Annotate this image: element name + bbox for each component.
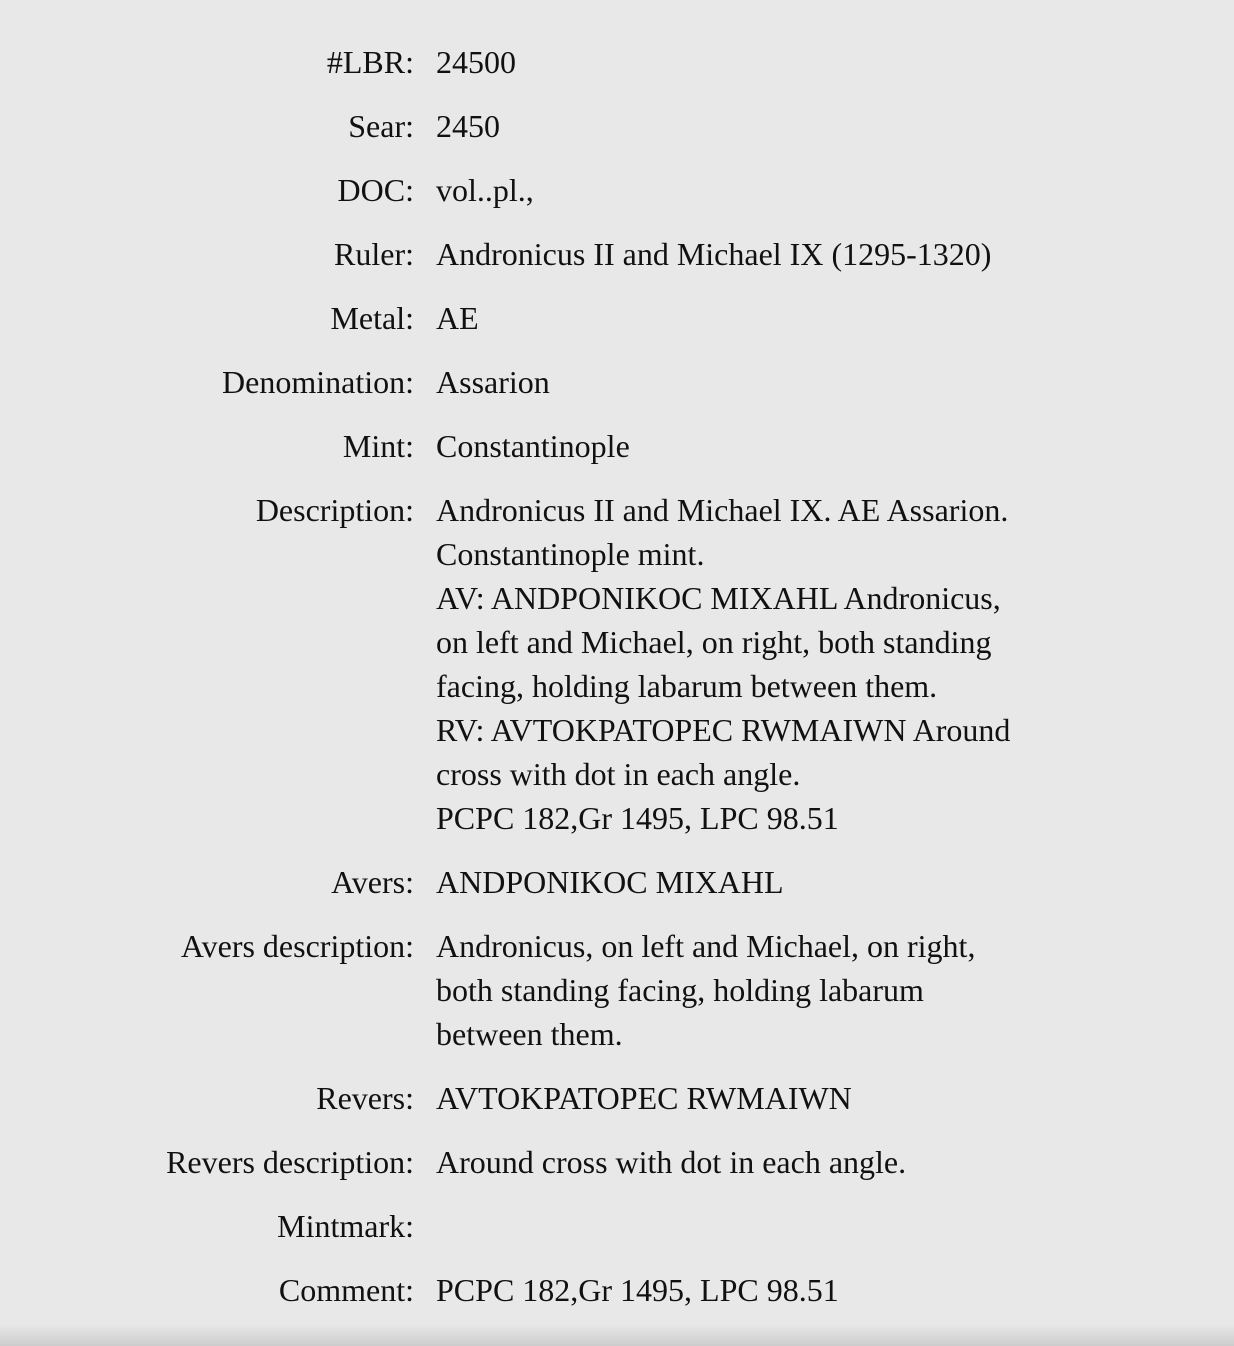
field-label-metal: Metal: — [330, 300, 414, 336]
field-row-description — [0, 488, 1234, 840]
field-value-revers — [436, 1076, 1116, 1120]
value-line: Andronicus II and Michael IX. AE Assarion. — [436, 492, 1009, 528]
value-line: Andronicus II and Michael IX (1295-1320) — [436, 236, 992, 272]
coin-record-table — [0, 40, 1234, 1332]
field-label-ruler: Ruler: — [334, 236, 414, 272]
field-value-sear — [436, 104, 1116, 148]
field-value-avers-description — [436, 924, 1116, 1056]
field-row-mint — [0, 424, 1234, 468]
bottom-edge-shadow — [0, 1324, 1234, 1346]
field-row-avers-description — [0, 924, 1234, 1056]
value-line: on left and Michael, on right, both standing — [436, 624, 992, 660]
field-label-doc: DOC: — [337, 172, 414, 208]
field-row-avers — [0, 860, 1234, 904]
value-line: ANDPONIKOC MIXAHL — [436, 864, 784, 900]
field-row-ruler — [0, 232, 1234, 276]
value-line: between them. — [436, 1016, 623, 1052]
field-row-revers-description — [0, 1140, 1234, 1184]
field-label-sear: Sear: — [348, 108, 414, 144]
field-label-mint: Mint: — [342, 428, 414, 464]
value-line: Assarion — [436, 364, 550, 400]
field-row-comment — [0, 1268, 1234, 1312]
value-line: Around cross with dot in each angle. — [436, 1144, 907, 1180]
value-line: RV: AVTOKPATOPEC RWMAIWN Around — [436, 712, 1011, 748]
field-value-doc — [436, 168, 1116, 212]
field-label-comment: Comment: — [278, 1272, 414, 1308]
field-value-revers-description — [436, 1140, 1116, 1184]
field-row-revers — [0, 1076, 1234, 1120]
field-row-sear — [0, 104, 1234, 148]
value-line: Constantinople — [436, 428, 630, 464]
value-line: AE — [436, 300, 479, 336]
field-row-doc — [0, 168, 1234, 212]
field-row-lbr — [0, 40, 1234, 84]
value-line — [436, 1204, 1116, 1248]
field-label-revers: Revers: — [316, 1080, 414, 1116]
field-row-denomination — [0, 360, 1234, 404]
value-line: Andronicus, on left and Michael, on right, — [436, 928, 976, 964]
value-line: Constantinople mint. — [436, 536, 705, 572]
value-line: 24500 — [436, 44, 516, 80]
field-value-ruler — [436, 232, 1116, 276]
value-line: vol..pl., — [436, 172, 534, 208]
field-value-comment — [436, 1268, 1116, 1312]
field-value-metal — [436, 296, 1116, 340]
field-value-mintmark — [436, 1204, 1116, 1248]
value-line: AVTOKPATOPEC RWMAIWN — [436, 1080, 852, 1116]
value-line: 2450 — [436, 108, 500, 144]
field-label-revers-description: Revers description: — [166, 1144, 414, 1180]
field-label-avers-description: Avers description: — [180, 928, 414, 964]
value-line: PCPC 182,Gr 1495, LPC 98.51 — [436, 800, 839, 836]
value-line: facing, holding labarum between them. — [436, 668, 938, 704]
value-line: PCPC 182,Gr 1495, LPC 98.51 — [436, 1272, 839, 1308]
value-line: AV: ANDPONIKOC MIXAHL Andronicus, — [436, 580, 1001, 616]
field-label-lbr: #LBR: — [326, 44, 414, 80]
field-row-metal — [0, 296, 1234, 340]
field-value-avers — [436, 860, 1116, 904]
value-line: cross with dot in each angle. — [436, 756, 801, 792]
field-label-description: Description: — [255, 492, 414, 528]
field-value-description — [436, 488, 1116, 840]
field-label-denomination: Denomination: — [222, 364, 414, 400]
field-value-denomination — [436, 360, 1116, 404]
field-value-mint — [436, 424, 1116, 468]
field-value-lbr — [436, 40, 1116, 84]
field-row-mintmark — [0, 1204, 1234, 1248]
field-label-avers: Avers: — [331, 864, 414, 900]
field-label-mintmark: Mintmark: — [277, 1208, 414, 1244]
value-line: both standing facing, holding labarum — [436, 972, 924, 1008]
